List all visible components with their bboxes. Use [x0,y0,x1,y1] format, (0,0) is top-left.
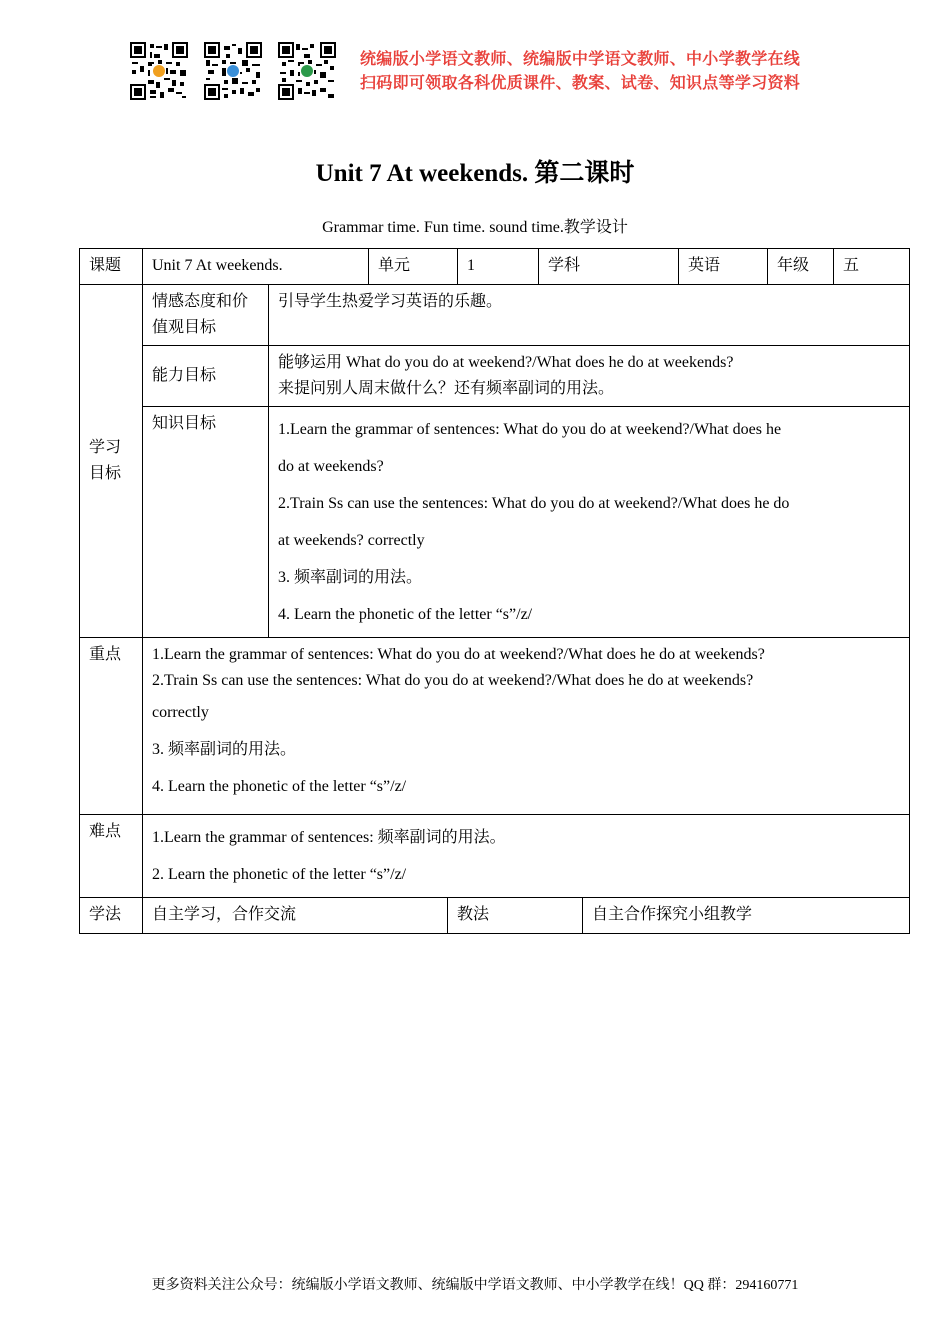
table-row [80,285,910,346]
difficulty-value [143,815,910,898]
table-row [80,249,910,285]
unit-value: 1 [458,249,539,285]
ability-line: 来提问别人周末做什么？还有频率副词的用法。 [278,380,615,397]
difficulty-line: 2. Learn the phonetic of the letter “s”/z/ [152,866,407,883]
key-point-line: 1.Learn the grammar of sentences: What do you do at weekend?/What does he do at weekends? [152,646,765,663]
key-points-value [143,638,910,815]
objectives-label: 学习目标 [80,285,143,638]
banner-line-2: 扫码即可领取各科优质课件、教案、试卷、知识点等学习资料 [360,73,801,92]
teaching-method-label: 教法 [448,898,583,934]
topic-value: Unit 7 At weekends. [143,249,369,285]
knowledge-line: at weekends? correctly [278,532,425,549]
knowledge-line: 2.Train Ss can use the sentences: What do you do at weekend?/What does he do [278,495,790,512]
emotion-label: 情感态度和价值观目标 [143,285,269,346]
subject-label: 学科 [539,249,679,285]
knowledge-line: 1.Learn the grammar of sentences: What do you do at weekend?/What does he [278,421,782,438]
footer-note: 更多资料关注公众号：统编版小学语文教师、统编版中学语文教师、中小学教学在线！QQ 群：294160771 [151,1278,799,1293]
difficulty-line: 1.Learn the grammar of sentences: 频率副词的用法。 [152,829,506,846]
knowledge-line: do at weekends? [278,458,384,475]
table-row [80,346,910,407]
knowledge-line: 3. 频率副词的用法。 [278,569,423,586]
study-method-label: 学法 [80,898,143,934]
teaching-method-value: 自主合作探究小组教学 [583,898,910,934]
table-row [80,898,910,934]
grade-value: 五 [834,249,910,285]
knowledge-line: 4. Learn the phonetic of the letter “s”/z/ [278,606,533,623]
difficulty-label: 难点 [80,815,143,898]
key-point-line: 3. 频率副词的用法。 [152,741,297,758]
key-point-line: correctly [152,704,209,721]
qr-code-3[interactable] [278,42,336,100]
ability-line: 能够运用 What do you do at weekend?/What does he do at weekends? [278,354,734,371]
ability-label: 能力目标 [143,346,269,407]
table-row [80,815,910,898]
knowledge-value [269,407,910,638]
key-points-label: 重点 [80,638,143,815]
key-point-line: 2.Train Ss can use the sentences: What do you do at weekend?/What does he do at weekends? [152,672,754,689]
qr-code-2[interactable] [204,42,262,100]
qr-code-icon [278,42,336,100]
unit-label: 单元 [369,249,458,285]
qr-code-1[interactable] [130,42,188,100]
grade-label: 年级 [768,249,834,285]
qr-code-icon [204,42,262,100]
page-subtitle: Grammar time. Fun time. sound time.教学设计 [322,219,628,236]
study-method-value: 自主学习，合作交流 [143,898,448,934]
table-row [80,407,910,638]
key-point-line: 4. Learn the phonetic of the letter “s”/z/ [152,778,407,795]
emotion-value: 引导学生热爱学习英语的乐趣。 [269,285,910,346]
banner-line-1: 统编版小学语文教师、统编版中学语文教师、中小学教学在线 [360,49,801,68]
banner-text [360,47,800,95]
page-title: Unit 7 At weekends. 第二课时 [315,160,635,187]
lesson-plan-table [79,248,910,934]
subject-value: 英语 [679,249,768,285]
ability-value [269,346,910,407]
promo-banner [130,42,800,100]
qr-code-icon [130,42,188,100]
topic-label: 课题 [80,249,143,285]
table-row [80,638,910,815]
knowledge-label: 知识目标 [143,407,269,638]
